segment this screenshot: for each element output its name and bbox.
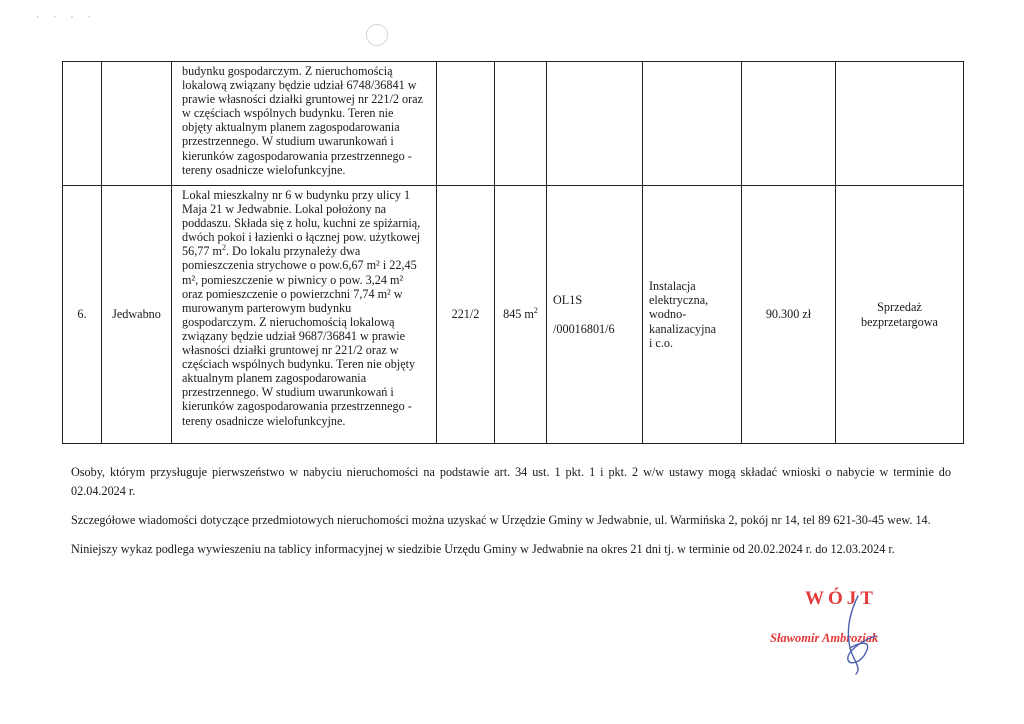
desc-line: związany będzie udział 9687/36841 w prawie bbox=[182, 328, 406, 343]
price-cell bbox=[742, 62, 836, 186]
desc-line: poddaszu. Składa się z holu, kuchni ze spiżarnią, bbox=[182, 216, 421, 231]
area-unit-superscript: 2 bbox=[533, 306, 538, 316]
desc-line: 56,77 $m^2$. Do lokalu przynależy dwa bbox=[182, 243, 361, 259]
desc-line: przestrzennego. W studium uwarunkowań i bbox=[182, 134, 394, 149]
sale-form-cell bbox=[836, 62, 964, 186]
desc-line: murowanym parterowym budynku bbox=[182, 300, 352, 315]
sale-form-cell bbox=[836, 186, 964, 444]
desc-line: w częściach wspólnych budynku. Teren nie bbox=[182, 106, 394, 121]
scan-marks: · · · · bbox=[36, 12, 97, 22]
desc-line: kierunków zagospodarowania przestrzennego - bbox=[182, 148, 412, 163]
location-cell: Jedwabno bbox=[102, 186, 172, 444]
area-value: 845 m bbox=[503, 307, 534, 322]
lp-cell: 6. bbox=[63, 186, 102, 444]
sale-form-line: bezprzetargowa bbox=[861, 314, 938, 329]
utilities-line: kanalizacyjna bbox=[649, 321, 716, 336]
desc-line: tereny osadnicze wielofunkcyjne. bbox=[182, 162, 346, 177]
property-table bbox=[62, 61, 964, 444]
price-cell: 90.300 zł bbox=[742, 186, 836, 444]
desc-line: gospodarczym. Z nieruchomością lokalową bbox=[182, 314, 395, 329]
desc-line: prawie własności działki gruntowej nr 221/2 oraz bbox=[182, 92, 423, 107]
desc-line: Maja 21 w Jedwabnie. Lokal położony na bbox=[182, 202, 387, 217]
handwritten-signature-icon bbox=[820, 590, 910, 680]
utilities-line: Instalacja bbox=[649, 279, 696, 294]
sale-form-line: Sprzedaż bbox=[877, 300, 922, 315]
land-register-cell bbox=[547, 62, 643, 186]
desc-line: lokalową związany będzie udział 6748/36841 w bbox=[182, 78, 417, 93]
description-cell bbox=[172, 186, 437, 444]
utilities-cell bbox=[643, 62, 742, 186]
desc-line: częściach wspólnych budynku. Teren nie objęty bbox=[182, 357, 416, 372]
parcel-cell bbox=[437, 62, 495, 186]
desc-line: objęty aktualnym planem zagospodarowania bbox=[182, 120, 400, 135]
description-cell bbox=[172, 62, 437, 186]
utilities-line: wodno- bbox=[649, 307, 687, 322]
punch-hole-mark bbox=[366, 24, 388, 46]
table-row-continuation bbox=[63, 62, 964, 186]
kw-line-2: /00016801/6 bbox=[553, 321, 615, 336]
note-priority-deadline: Osoby, którym przysługuje pierwszeństwo w nabyciu nieruchomości na podstawie art. 34 ust. 1 pkt. 1 i pkt. 2 w/w ustawy mogą składać wnioski o nabycie w terminie do 02.04.2024 r. bbox=[71, 465, 951, 498]
location-cell bbox=[102, 62, 172, 186]
signature-title: WÓJT bbox=[805, 588, 877, 609]
desc-line: budynku gospodarczym. Z nieruchomością bbox=[182, 64, 393, 78]
note-posting-period: Niniejszy wykaz podlega wywieszeniu na tablicy informacyjnej w siedzibie Urzędu Gminy w Jedwabnie na okres 21 dni tj. w terminie od 20.02.2024 r. do 12.03.2024 r. bbox=[71, 542, 895, 556]
signature-name: Sławomir Ambroziak bbox=[770, 631, 879, 645]
notes-section bbox=[71, 463, 951, 569]
lp-cell bbox=[63, 62, 102, 186]
desc-line: dwóch pokoi i łazienki o łącznej pow. użytkowej bbox=[182, 230, 421, 245]
desc-line: kierunków zagospodarowania przestrzennego - bbox=[182, 399, 412, 414]
kw-line-1: OL1S bbox=[553, 293, 583, 308]
desc-line: oraz pomieszczenie o powierzchni 7,74 m² w bbox=[182, 286, 403, 301]
parcel-cell: 221/2 bbox=[437, 186, 495, 444]
desc-line: przestrzennego. W studium uwarunkowań i bbox=[182, 385, 394, 400]
note-contact-info: Szczegółowe wiadomości dotyczące przedmiotowych nieruchomości można uzyskać w Urzędzie Gminy w Jedwabnie, ul. Warmińska 2, pokój nr 14, tel 89 621-30-45 wew. 14. bbox=[71, 513, 931, 527]
table-row-6 bbox=[63, 186, 964, 444]
desc-line: m², pomieszczenie w piwnicy o pow. 3,24 m² bbox=[182, 272, 404, 287]
area-cell bbox=[495, 62, 547, 186]
utilities-cell bbox=[643, 186, 742, 444]
desc-line: Lokal mieszkalny nr 6 w budynku przy ulicy 1 bbox=[182, 188, 411, 202]
land-register-cell bbox=[547, 186, 643, 444]
desc-line: tereny osadnicze wielofunkcyjne. bbox=[182, 413, 346, 428]
kw-spacer bbox=[553, 308, 642, 322]
utilities-line: elektryczna, bbox=[649, 293, 709, 308]
desc-line: pomieszczenia strychowe o pow.6,67 m² i 22,45 bbox=[182, 258, 417, 273]
desc-line: aktualnym planem zagospodarowania bbox=[182, 371, 367, 386]
area-cell bbox=[495, 186, 547, 444]
utilities-line: i c.o. bbox=[649, 335, 674, 350]
desc-line: własności działki gruntowej nr 221/2 oraz w bbox=[182, 343, 399, 358]
